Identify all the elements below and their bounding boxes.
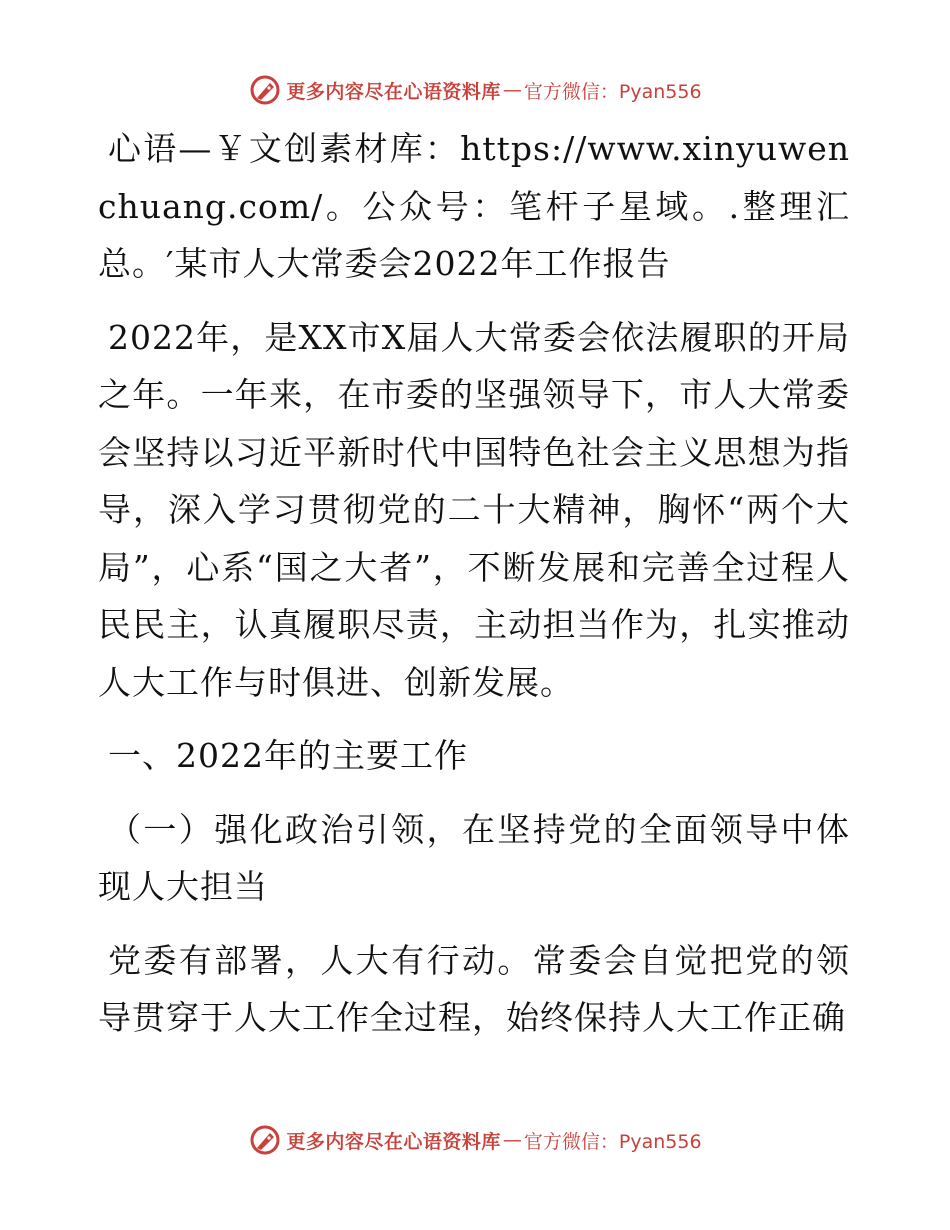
section-heading-2: （一）强化政治引领，在坚持党的全面领导中体现人大担当: [98, 809, 850, 906]
banner-text: 更多内容尽在心语资料库: [286, 80, 501, 103]
banner-wechat: 官方微信：Pyan556: [523, 1130, 702, 1153]
document-body: [98, 120, 850, 1047]
paragraph-1: 2022年，是XX市X届人大常委会依法履职的开局之年。一年来，在市委的坚强领导下，市人大常委会坚持以习近平新时代中国特色社会主义思想为指导，深入学习贯彻党的二十大精神，胸怀“两个大局”，心系“国之大者”，不断发展和完善全过程人民民主，认真履职尽责，主动担当作为，扎实推动人大工作与时俱进、创新发展。: [98, 317, 850, 702]
banner-text: 更多内容尽在心语资料库: [286, 1130, 501, 1153]
pen-nib-circle-icon: [248, 73, 282, 107]
banner-wechat: 官方微信：Pyan556: [523, 80, 702, 103]
intro-text: 心语—￥文创素材库：https://www.xinyuwenchuang.com/。公众号：笔杆子星域。.整理汇总。′某市人大常委会2022年工作报告: [98, 129, 850, 283]
paragraph-2: 党委有部署，人大有行动。常委会自觉把党的领导贯穿于人大工作全过程，始终保持人大工作正确: [98, 940, 850, 1037]
banner-separator: —: [502, 1129, 522, 1151]
banner-separator: —: [502, 79, 522, 101]
pen-nib-circle-icon: [248, 1123, 282, 1157]
section-heading-1: 一、2022年的主要工作: [108, 736, 468, 775]
header-banner: [0, 70, 950, 110]
footer-banner: [0, 1120, 950, 1160]
